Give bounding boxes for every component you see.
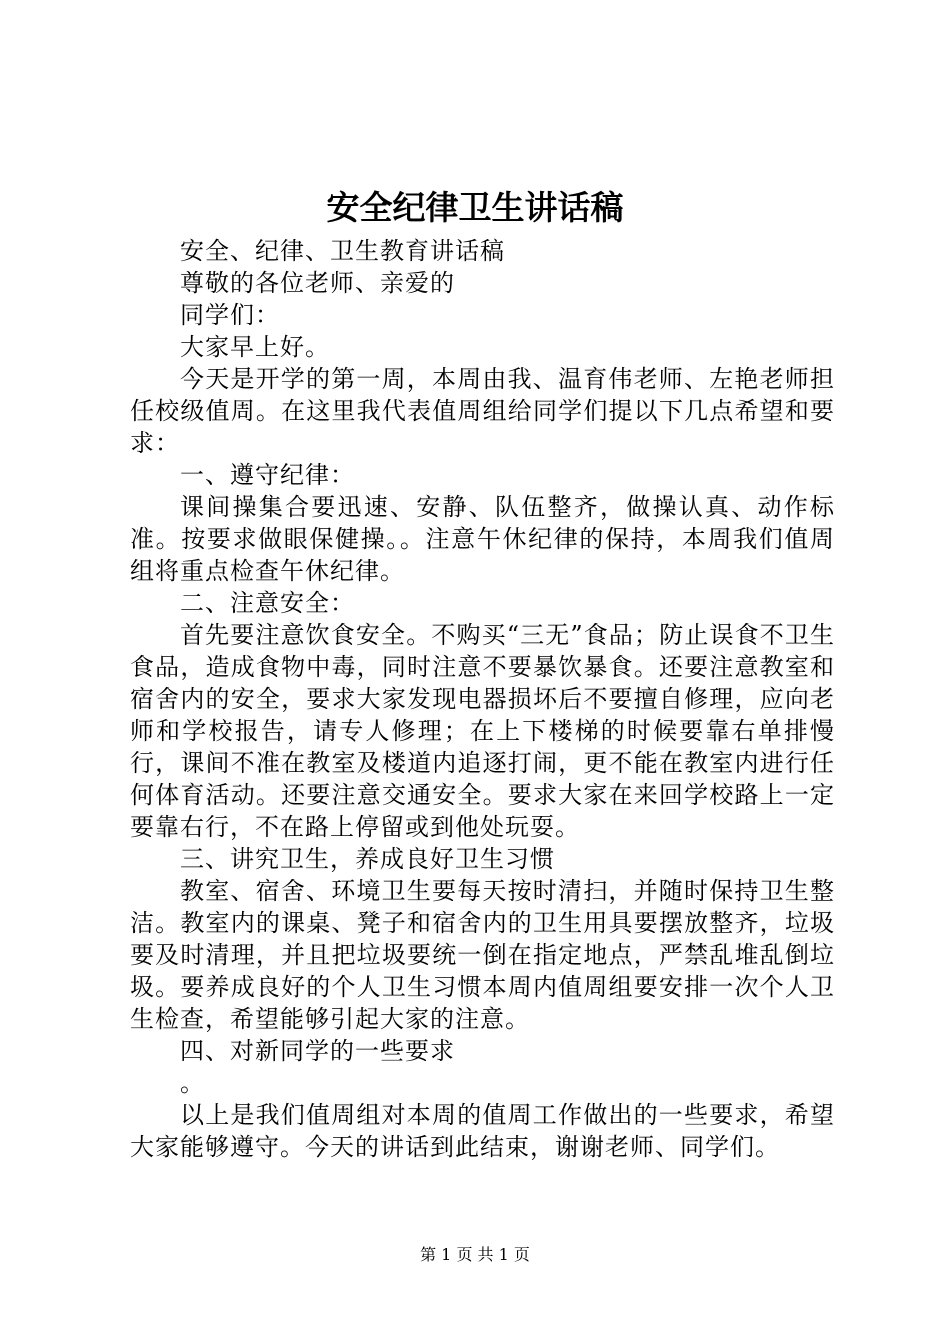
paragraph-salutation-2: 同学们： [180, 301, 280, 329]
paragraph-safety: 首先要注意饮食安全。不购买“三无”食品；防止误食不卫生食品，造成食物中毒，同时注意不要暴饮暴食。还要注意教室和宿舍内的安全，要求大家发现电器损坏后不要擅自修理，应向老师和学校报告，请专人修理；在上下楼梯的时候要靠右单排慢行，课间不准在教室及楼道内追逐打闹，更不能在教室内进行任何体育活动。还要注意交通安全。要求大家在来回学校路上一定要靠右行，不在路上停留或到他处玩耍。 [130, 621, 835, 841]
paragraph-discipline: 课间操集合要迅速、安静、队伍整齐，做操认真、动作标准。按要求做眼保健操。。注意午休纪律的保持，本周我们值周组将重点检查午休纪律。 [130, 493, 835, 585]
paragraph-salutation-1: 尊敬的各位老师、亲爱的 [180, 269, 455, 297]
paragraph-hygiene: 教室、宿舍、环境卫生要每天按时清扫，并随时保持卫生整洁。教室内的课桌、凳子和宿舍内的卫生用具要摆放整齐，垃圾要及时清理，并且把垃圾要统一倒在指定地点，严禁乱堆乱倒垃圾。要养成良好的个人卫生习惯本周内值周组要安排一次个人卫生检查，希望能够引起大家的注意。 [130, 877, 835, 1033]
section-heading-safety: 二、注意安全： [180, 589, 355, 617]
paragraph-closing: 以上是我们值周组对本周的值周工作做出的一些要求，希望大家能够遵守。今天的讲话到此结束，谢谢老师、同学们。 [130, 1101, 835, 1161]
paragraph-greeting: 大家早上好。 [180, 333, 330, 361]
document-body [130, 235, 835, 1163]
section-heading-discipline: 一、遵守纪律： [180, 461, 355, 489]
paragraph-heading-line: 安全、纪律、卫生教育讲话稿 [180, 237, 505, 265]
paragraph-new-students: 。 [180, 1069, 205, 1097]
section-heading-new-students: 四、对新同学的一些要求 [180, 1037, 455, 1065]
section-heading-hygiene: 三、讲究卫生，养成良好卫生习惯 [180, 845, 555, 873]
document-title: 安全纪律卫生讲话稿 [326, 188, 624, 227]
paragraph-intro: 今天是开学的第一周，本周由我、温育伟老师、左艳老师担任校级值周。在这里我代表值周组给同学们提以下几点希望和要求： [130, 365, 835, 457]
page-footer: 第 1 页 共 1 页 [420, 1245, 530, 1264]
